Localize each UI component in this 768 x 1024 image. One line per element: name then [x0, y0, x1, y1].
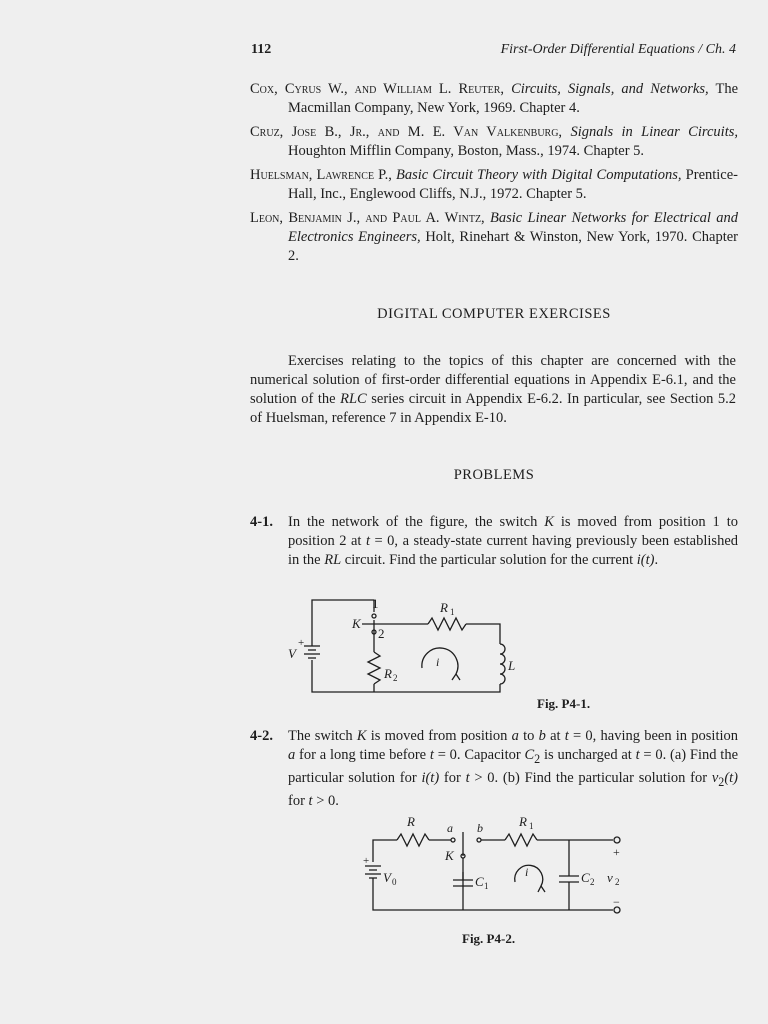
c2-label: C — [581, 870, 590, 885]
c1-label: C — [475, 874, 484, 889]
switch-position-b-label: b — [477, 821, 483, 835]
source-plus-sign: + — [363, 855, 370, 867]
c1-subscript: 1 — [484, 881, 489, 891]
r2-label: R — [384, 666, 392, 681]
running-title: First-Order Differential Equations / Ch. 4 — [500, 42, 736, 57]
switch-k-label: K — [445, 848, 454, 863]
r1-label: R — [519, 814, 527, 829]
switch-k-label: K — [352, 616, 361, 631]
page-number: 112 — [251, 42, 272, 57]
v2-label: v — [607, 870, 613, 885]
section-heading-problems: PROBLEMS — [453, 467, 535, 483]
source-v-label: V — [288, 646, 296, 661]
r-label: R — [407, 814, 415, 829]
source-plus-sign: + — [298, 637, 305, 649]
r1-subscript: 1 — [450, 607, 455, 617]
c2-subscript: 2 — [590, 877, 595, 887]
figure-p4-1-circuit — [280, 590, 540, 710]
reference-item: Huelsman, Lawrence P., Basic Circuit Theory with Digital Computations, Prentice-Hall, Inc., Englewood Cliffs, N.J., 1972. Chapter 5. — [250, 167, 739, 202]
terminal-minus-sign: − — [613, 895, 620, 909]
problem-4-1: 4-1. In the network of the figure, the switch K is moved from position 1 to position 2 at t = 0, a steady-state current having previously been established in the RL circuit. Find the particular solution for the current i(t). — [250, 514, 739, 568]
problem-4-2: 4-2. The switch K is moved from position a to b at t = 0, having been in position a for a long time before t = 0. Capacitor $C_2$ is uncharged at t = 0. (a) Find the particular solution for i(t) for t > 0. (b) Find the particular solution for $v_2(t)$ for t > 0. — [250, 728, 739, 809]
current-i-label: i — [525, 865, 529, 879]
section-heading-digital: DIGITAL COMPUTER EXERCISES — [377, 306, 611, 322]
source-v0-label: V — [383, 870, 391, 885]
r2-subscript: 2 — [393, 673, 398, 683]
reference-item: Cruz, Jose B., Jr., and M. E. Van Valkenburg, Signals in Linear Circuits, Houghton Mifflin Company, Boston, Mass., 1974. Chapter 5. — [250, 124, 739, 159]
terminal-plus-sign: + — [613, 845, 620, 859]
problem-number: 4-1. — [250, 514, 273, 530]
v2-subscript: 2 — [615, 877, 620, 887]
r1-subscript: 1 — [529, 821, 534, 831]
reference-item: Cox, Cyrus W., and William L. Reuter, Circuits, Signals, and Networks, The Macmillan Company, New York, 1969. Chapter 4. — [250, 81, 739, 116]
digital-exercises-paragraph: Exercises relating to the topics of this chapter are concerned with the numerical solution of first-order differential equations in Appendix E-6.1, and the solution of the RLC series circuit in Appendix E-6.2. In particular, see Section 5.2 of Huelsman, reference 7 in Appendix E-10. — [250, 353, 736, 426]
problem-number: 4-2. — [250, 728, 273, 744]
figure-caption-p4-2: Fig. P4-2. — [462, 931, 516, 946]
figure-p4-2-circuit — [355, 812, 640, 922]
switch-position-1-label: 1 — [372, 596, 379, 611]
source-v0-subscript: 0 — [392, 877, 397, 887]
inductor-l-label: L — [508, 658, 516, 673]
reference-item: Leon, Benjamin J., and Paul A. Wintz, Basic Linear Networks for Electrical and Electronics Engineers, Holt, Rinehart & Winston, New York, 1970. Chapter 2. — [250, 210, 739, 264]
figure-caption-p4-1: Fig. P4-1. — [537, 696, 591, 711]
r1-label: R — [440, 600, 448, 615]
switch-position-2-label: 2 — [378, 626, 385, 641]
current-i-label: i — [436, 655, 440, 669]
switch-position-a-label: a — [447, 821, 453, 835]
